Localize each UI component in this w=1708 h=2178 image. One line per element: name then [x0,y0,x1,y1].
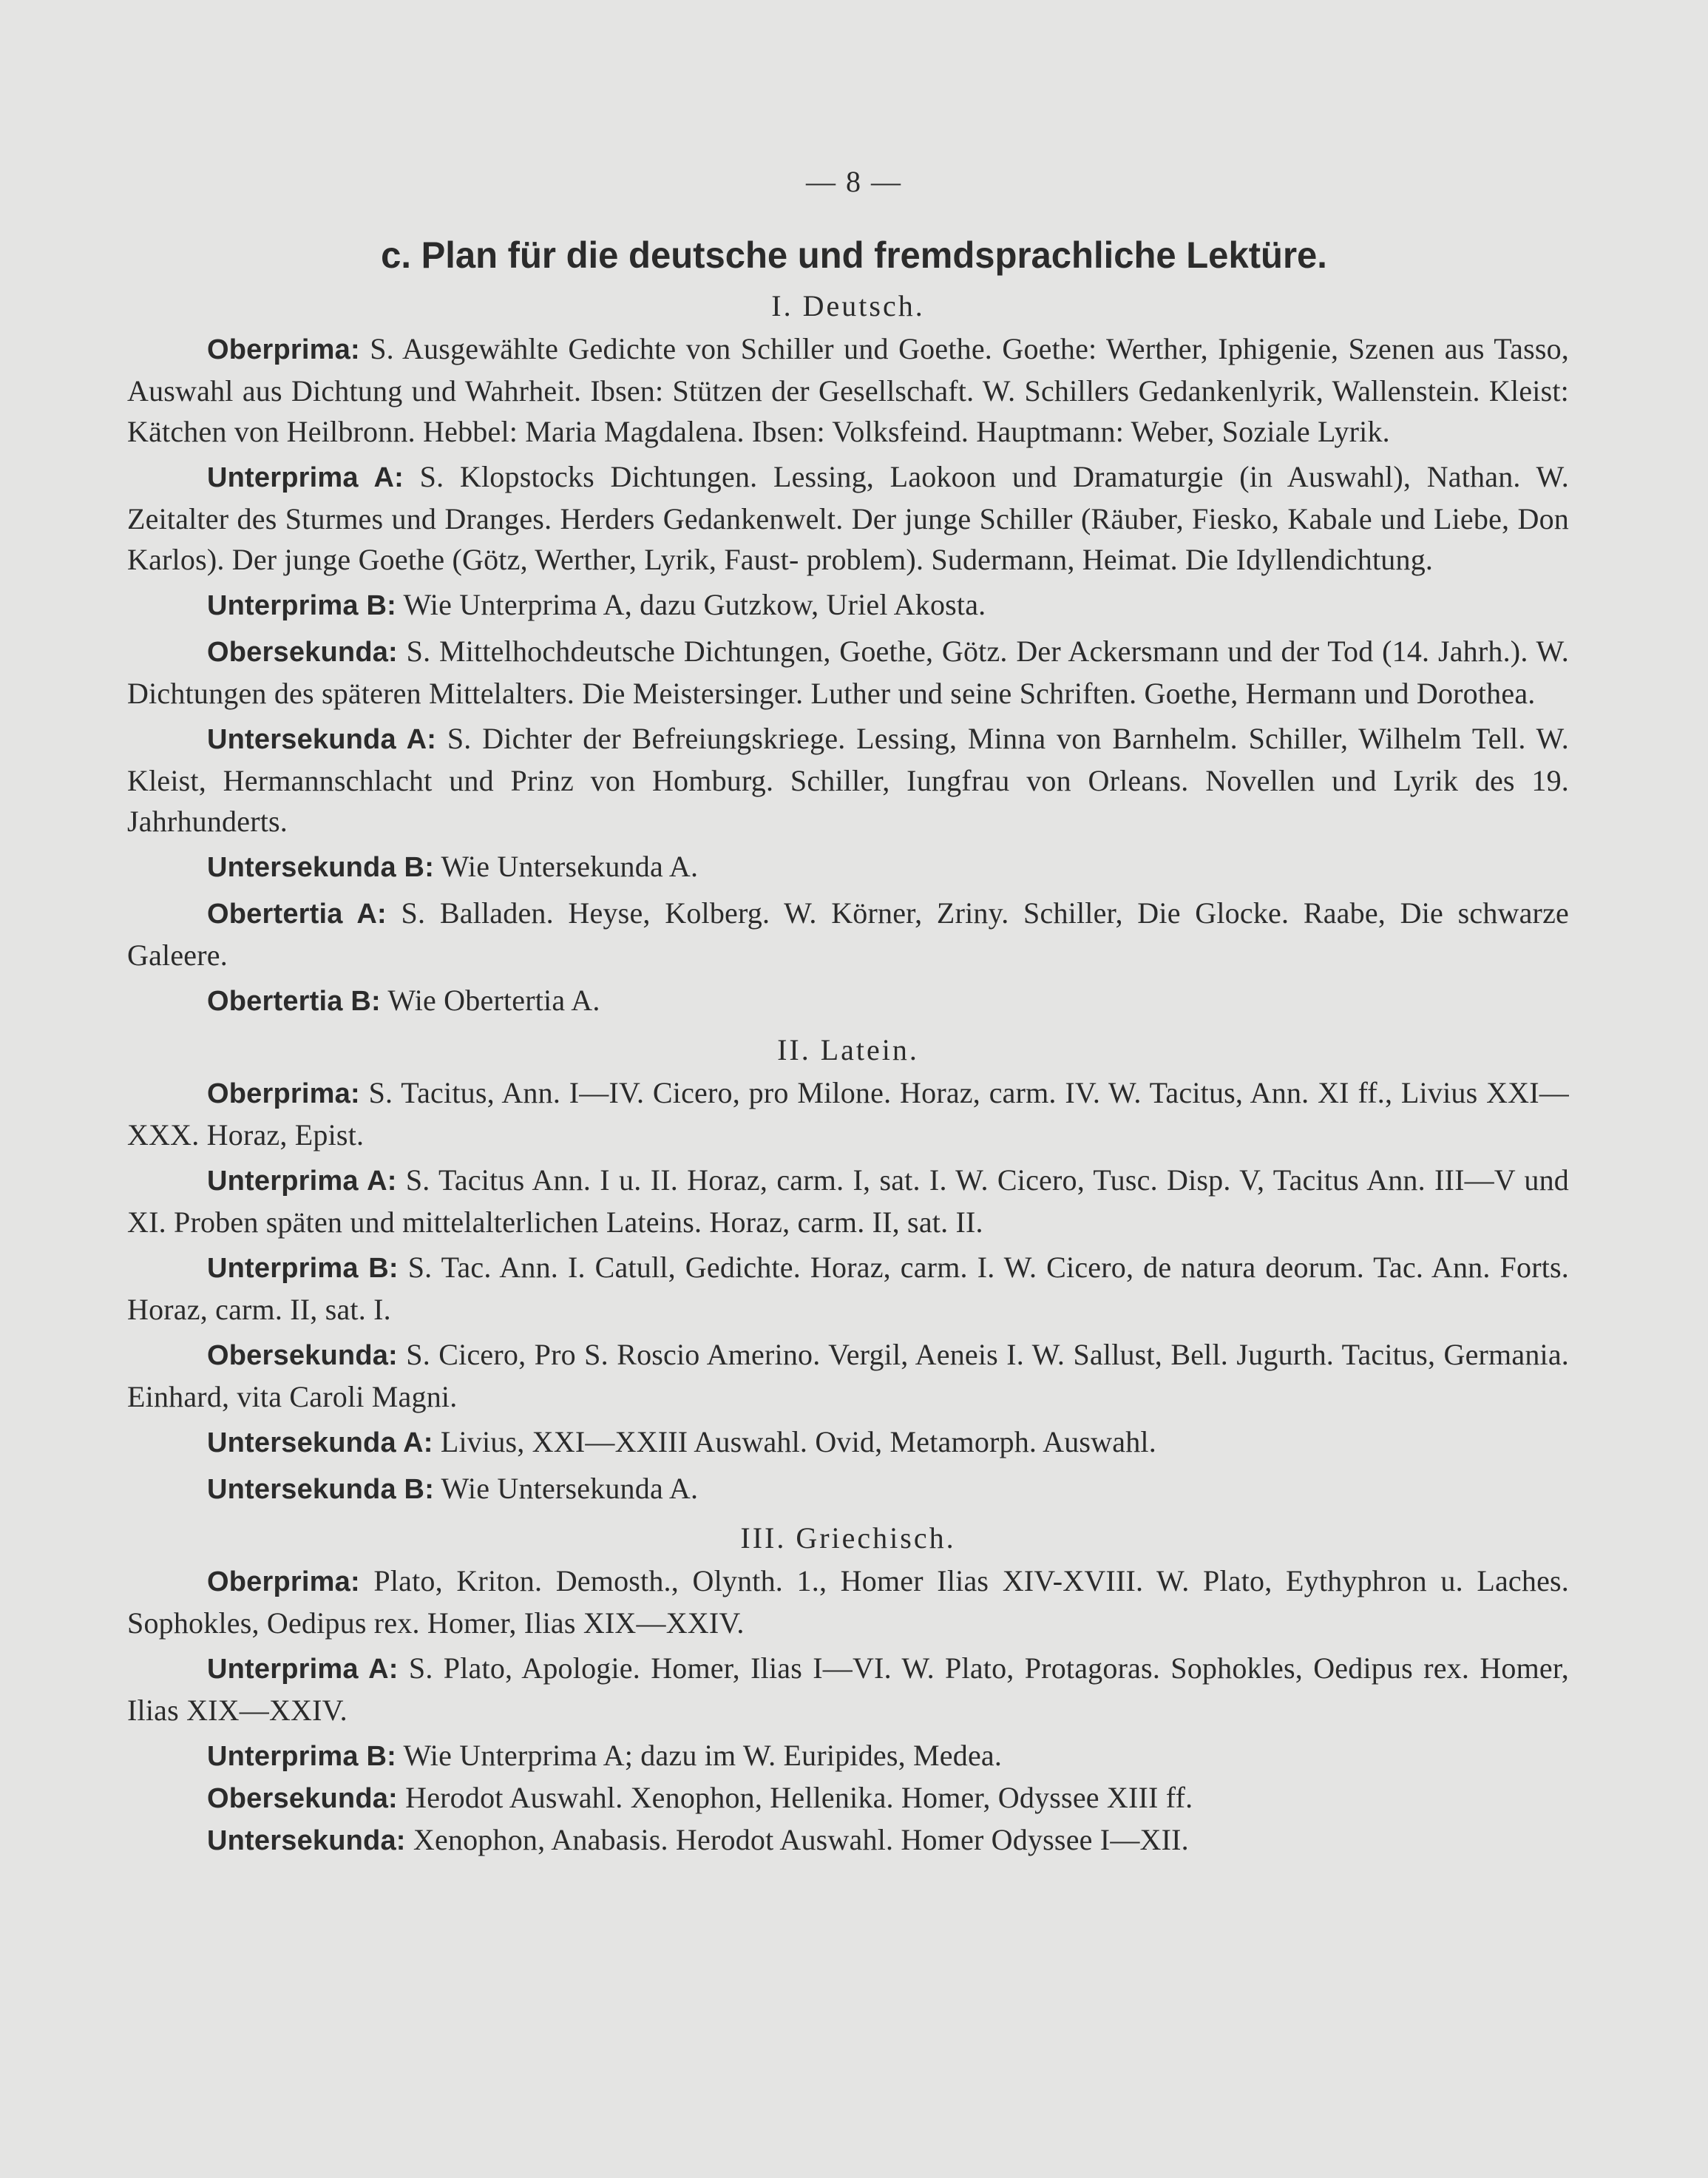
entry-unterprima-b [127,584,1569,626]
section-latein [127,1027,1569,1510]
class-label: Obersekunda: [207,637,398,668]
class-label: Unterprima B: [207,1253,399,1284]
entry-text: Wie Untersekunda A. [441,1472,699,1505]
section-heading: I. Deutsch. [771,289,925,322]
entry-text: S. Tacitus, Ann. I—IV. Cicero, pro Milone. Horaz, carm. IV. W. Tacitus, Ann. XI ff., Livius XXI—XXX. Horaz, Epist. [127,1076,1569,1151]
page-title: c. Plan für die deutsche und fremdsprachliche Lektüre. [381,234,1327,276]
entry-text: S. Dichter der Befreiungskriege. Lessing, Minna von Barnhelm. Schiller, Wilhelm Tell. W. Kleist, Hermannschlacht und Prinz von Homburg. Schiller, Iungfrau von Orleans. Novellen und Lyrik des 19. Jahrhunderts. [127,722,1569,838]
class-label: Oberprima: [207,1078,360,1109]
class-label: Untersekunda B: [207,852,435,883]
entry-text: Xenophon, Anabasis. Herodot Auswahl. Homer Odyssee I—XII. [413,1823,1189,1856]
class-label: Unterprima B: [207,1741,396,1772]
entry-oberprima [127,1560,1569,1643]
entry-text: Plato, Kriton. Demosth., Olynth. 1., Homer Ilias XIV-XVIII. W. Plato, Eythyphron u. Laches. Sophokles, Oedipus rex. Homer, Ilias XIX—XXIV. [127,1564,1569,1640]
entry-text: Wie Untersekunda A. [441,850,699,883]
entry-obersekunda [127,1334,1569,1417]
entry-text: S. Tac. Ann. I. Catull, Gedichte. Horaz, carm. I. W. Cicero, de natura deorum. Tac. Ann. Forts. Horaz, carm. II, sat. I. [127,1251,1569,1326]
class-label: Unterprima B: [207,590,396,621]
class-label: Untersekunda B: [207,1474,435,1505]
entry-untersekunda [127,1819,1569,1861]
entry-untersekunda-b [127,1468,1569,1510]
class-label: Obertertia B: [207,986,381,1017]
class-label: Untersekunda A: [207,1427,433,1458]
entry-text: Wie Unterprima A; dazu im W. Euripides, Medea. [403,1739,1003,1772]
entry-text: S. Ausgewählte Gedichte von Schiller und Goethe. Goethe: Werther, Iphigenie, Szenen aus Tasso, Auswahl aus Dichtung und Wahrheit. Ibsen: Stützen der Gesellschaft. W. Schillers Gedankenlyrik, Wallenstein. Kleist: Kätchen von Heilbronn. Hebbel: Maria Magdalena. Ibsen: Volksfeind. Hauptmann: Weber, Soziale Lyrik. [127,332,1569,448]
entry-unterprima-a [127,1648,1569,1731]
class-label: Obersekunda: [207,1340,398,1371]
page-number: — 8 — [806,165,902,198]
entry-text: Livius, XXI—XXIII Auswahl. Ovid, Metamorph. Auswahl. [440,1425,1156,1458]
class-label: Oberprima: [207,334,360,365]
entry-text: S. Klopstocks Dichtungen. Lessing, Laokoon und Dramaturgie (in Auswahl), Nathan. W. Zeitalter des Sturmes und Dranges. Herders Gedankenwelt. Der junge Schiller (Räuber, Fiesko, Kabale und Liebe, Don Karlos). Der junge Goethe (Götz, Werther, Lyrik, Faust- problem). Sudermann, Heimat. Die Idyllendichtung. [127,460,1569,576]
entry-obersekunda [127,1777,1569,1819]
class-label: Untersekunda A: [207,724,437,755]
class-label: Oberprima: [207,1566,360,1597]
section-deutsch [127,283,1569,1022]
entry-obertertia-b [127,980,1569,1022]
entry-text: S. Mittelhochdeutsche Dichtungen, Goethe, Götz. Der Ackersmann und der Tod (14. Jahrh.). W. Dichtungen des späteren Mittelalters. Die Meistersinger. Luther und seine Schriften. Goethe, Hermann und Dorothea. [127,635,1569,710]
entry-text: S. Plato, Apologie. Homer, Ilias I—VI. W. Plato, Protagoras. Sophokles, Oedipus rex. Homer, Ilias XIX—XXIV. [127,1651,1569,1727]
entry-oberprima [127,328,1569,452]
class-label: Unterprima A: [207,1654,399,1685]
entry-text: Wie Unterprima A, dazu Gutzkow, Uriel Akosta. [403,588,986,621]
entry-text: S. Balladen. Heyse, Kolberg. W. Körner, Zriny. Schiller, Die Glocke. Raabe, Die schwarze Galeere. [127,896,1569,972]
section-griechisch [127,1515,1569,1861]
entry-unterprima-a [127,456,1569,580]
entry-unterprima-b [127,1735,1569,1777]
entry-untersekunda-a [127,718,1569,842]
entry-text: S. Cicero, Pro S. Roscio Amerino. Vergil, Aeneis I. W. Sallust, Bell. Jugurth. Tacitus, Germania. Einhard, vita Caroli Magni. [127,1338,1569,1413]
class-label: Obertertia A: [207,899,387,930]
entry-untersekunda-b [127,846,1569,888]
class-label: Unterprima A: [207,1166,397,1197]
entry-unterprima-b [127,1247,1569,1330]
entry-unterprima-a [127,1160,1569,1242]
section-heading: III. Griechisch. [740,1521,956,1555]
entry-text: Wie Obertertia A. [387,984,600,1017]
class-label: Obersekunda: [207,1783,398,1814]
class-label: Untersekunda: [207,1825,406,1856]
entry-text: Herodot Auswahl. Xenophon, Hellenika. Homer, Odyssee XIII ff. [405,1781,1193,1814]
entry-obersekunda [127,631,1569,714]
entry-untersekunda-a [127,1421,1569,1464]
section-heading: II. Latein. [777,1033,919,1066]
entry-text: S. Tacitus Ann. I u. II. Horaz, carm. I, sat. I. W. Cicero, Tusc. Disp. V, Tacitus Ann. III—V und XI. Proben späten und mittelalterlichen Lateins. Horaz, carm. II, sat. II. [127,1163,1569,1239]
class-label: Unterprima A: [207,462,404,493]
entry-oberprima [127,1072,1569,1155]
reading-plan [127,283,1569,1861]
entry-obertertia-a [127,893,1569,975]
